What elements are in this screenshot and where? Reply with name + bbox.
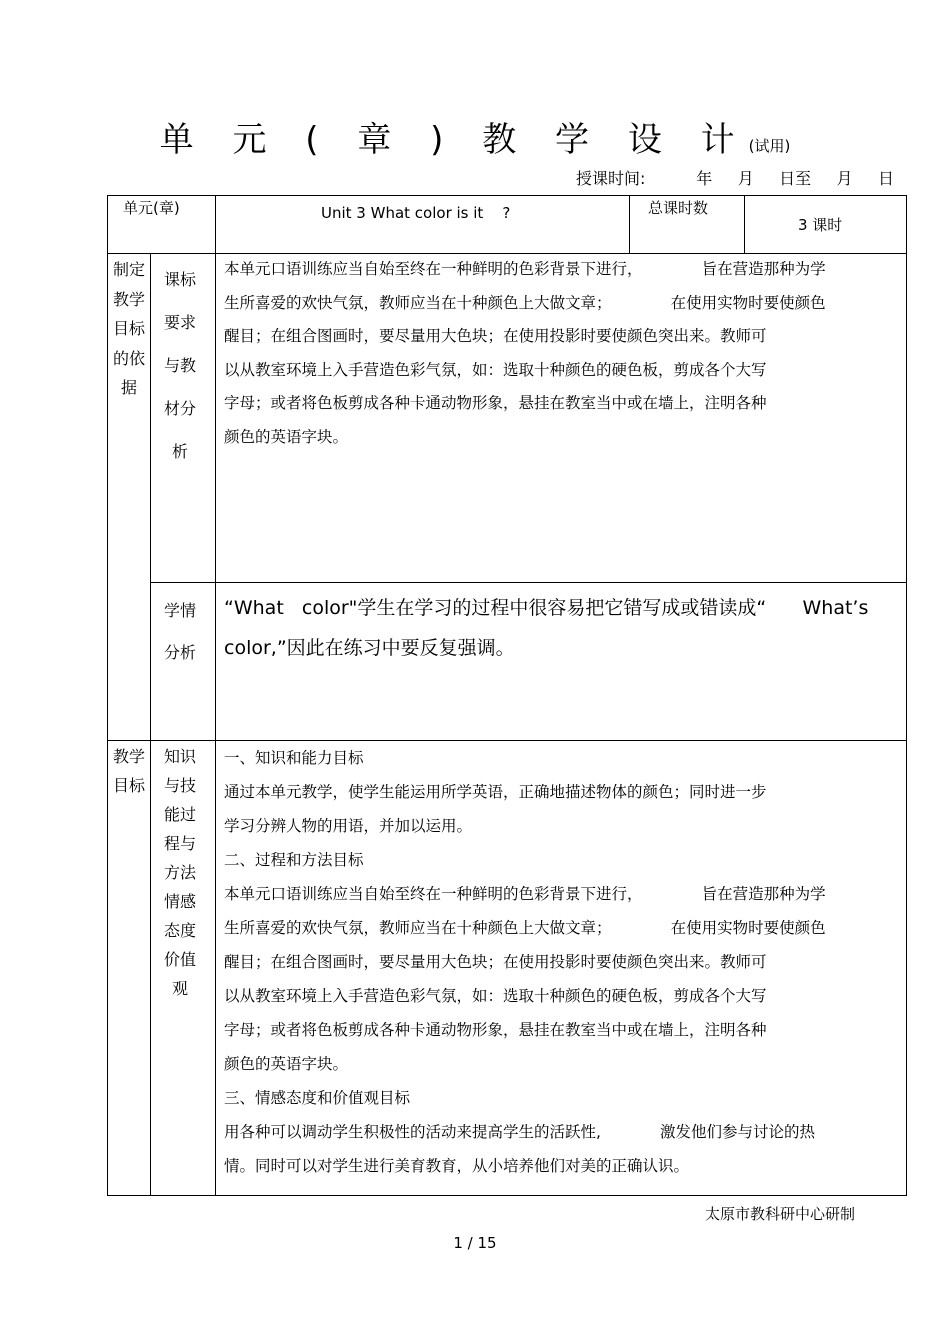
hours-value: 3 课时 (798, 216, 843, 234)
objectives-text: 一、知识和能力目标 通过本单元教学，使学生能运用所学英语，正确地描述物体的颜色；同时进一步 学习分辨人物的用语，并加以运用。 二、过程和方法目标 本单元口语训练应当自始至终在一种鲜明的色彩背景下进行， 旨在营造那种为学 生所喜爱的欢快气氛，教师应当在十种颜色上大做文章； 在使用实物时要使颜色 醒目；在组合图画时，要尽量用大色块；在使用投影时要使颜色突出来。教师可 以从教室环境上入手营造色彩气氛，如：选取十种颜色的硬色板，剪成各个大写 字母；或者将色板剪成各种卡通动物形象，悬挂在教室当中或在墙上，注明各种 颜色的英语字块。 三、情感态度和价值观目标 用各种可以调动学生积极性的活动来提高学生的活跃性, 激发他们参与讨论的热 情。同时可以对学生进行美育教育，从小培养他们对美的正确认识。 (224, 749, 826, 1175)
hours-label: 总课时数 (648, 199, 709, 217)
section1-label: 制定教学目标的依据 (112, 260, 145, 397)
title-suffix: (试用) (748, 137, 791, 155)
table-border-top (107, 195, 907, 196)
page-title (0, 112, 950, 161)
unit-label: 单元(章) (123, 199, 180, 217)
row1-text: 本单元口语训练应当自始至终在一种鲜明的色彩背景下进行， 旨在营造那种为学 生所喜爱的欢快气氛，教师应当在十种颜色上大做文章； 在使用实物时要使颜色 醒目；在组合图画时，要尽量用大色块；在使用投影时要使颜色突出来。教师可 以从教室环境上入手营造色彩气氛，如：选取十种颜色的硬色板，剪成各个大写 字母；或者将色板剪成各种卡通动物形象，悬挂在教室当中或在墙上，注明各种 颜色的英语字块。 (224, 260, 826, 446)
table-line-col2 (215, 195, 216, 1196)
table-line-row1-bottom (150, 582, 907, 583)
table-border-bottom (107, 1195, 907, 1196)
title-main: 单 元 ( 章 ) 教 学 设 计 (159, 120, 749, 160)
row1-label: 课标要求与教材分析 (163, 270, 196, 461)
row2-text: “What color"学生在学习的过程中很容易把它错写成或错读成“ What’s color,”因此在练习中要反复强调。 (224, 597, 869, 659)
table-border-right (906, 195, 907, 1196)
table-border-left (107, 195, 108, 1196)
class-time-line: 授课时间: 年 月 日至 月 日 (576, 169, 894, 188)
section2-sub-label: 知识与技能过程与方法情感态度价值观 (163, 747, 196, 998)
section2-label: 教学目标 (112, 747, 145, 795)
table-line-col4 (744, 195, 745, 253)
row2-label: 学情分析 (163, 601, 196, 662)
table-line-col3 (629, 195, 630, 253)
table-line-col1 (150, 253, 151, 1196)
page-number: 1 / 15 (453, 1234, 497, 1252)
footer-credit: 太原市教科研中心研制 (704, 1205, 855, 1223)
unit-value: Unit 3 What color is it ? (321, 204, 511, 222)
